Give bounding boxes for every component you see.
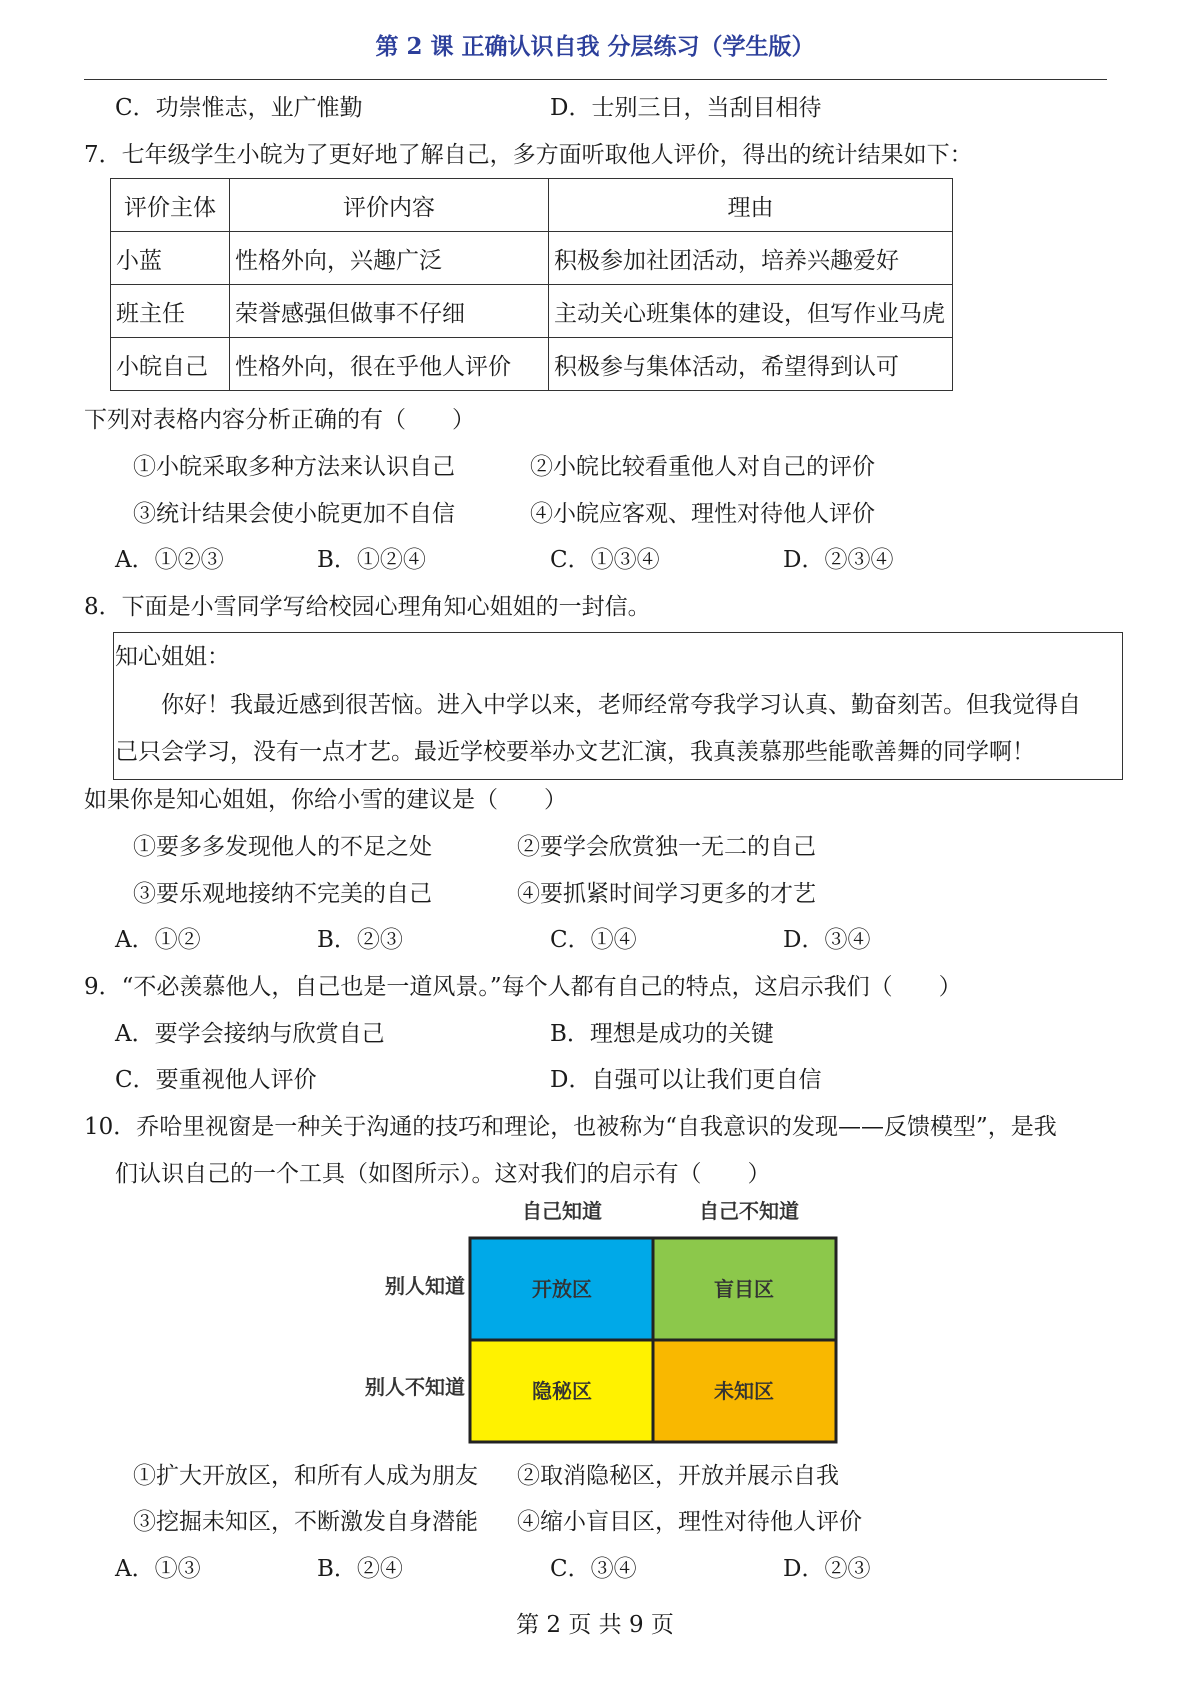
- table-row: [111, 285, 953, 338]
- q10-stem-line-1: 10．乔哈里视窗是一种关于沟通的技巧和理论，也被称为“自我意识的发现——反馈模型”，是我: [84, 1114, 1057, 1140]
- row-header-others-unknown: 别人不知道: [365, 1377, 465, 1399]
- q7-stem: 7．七年级学生小皖为了更好地了解自己，多方面听取他人评价，得出的统计结果如下：: [84, 142, 973, 168]
- q8-statement-2: ②要学会欣赏独一无二的自己: [517, 834, 816, 860]
- unknown-area-label: 未知区: [714, 1381, 774, 1403]
- table-cell: 性格外向，很在乎他人评价: [230, 338, 549, 391]
- q10-statement-4: ④缩小盲目区，理性对待他人评价: [517, 1509, 862, 1535]
- letter-line-2: 己只会学习，没有一点才艺。最近学校要举办文艺汇演，我真羡慕那些能歌善舞的同学啊！: [115, 739, 1035, 765]
- q7-statement-2: ②小皖比较看重他人对自己的评价: [530, 454, 875, 480]
- table-cell: 性格外向，兴趣广泛: [230, 232, 549, 285]
- letter-line-1: 你好！我最近感到很苦恼。进入中学以来，老师经常夸我学习认真、勤奋刻苦。但我觉得自: [161, 692, 1081, 718]
- q10-option-c: C．③④: [550, 1556, 637, 1582]
- q8-option-d: D．③④: [783, 927, 871, 953]
- row-header-others-know: 别人知道: [385, 1276, 465, 1298]
- q7-statement-3: ③统计结果会使小皖更加不自信: [133, 501, 455, 527]
- q9-option-d: D．自强可以让我们更自信: [550, 1067, 822, 1093]
- hidden-area-label: 隐秘区: [532, 1381, 592, 1403]
- table-cell: 主动关心班集体的建设，但写作业马虎: [549, 285, 953, 338]
- q8-statement-3: ③要乐观地接纳不完美的自己: [133, 881, 432, 907]
- q7-option-b: B．①②④: [317, 547, 426, 573]
- table-header-row: [111, 179, 953, 232]
- table-row: [111, 338, 953, 391]
- open-area-label: 开放区: [532, 1279, 592, 1301]
- col-header-self-unknown: 自己不知道: [699, 1201, 799, 1223]
- evaluation-table: [110, 178, 953, 391]
- blind-area-label: 盲目区: [714, 1279, 774, 1301]
- header-divider: [84, 79, 1107, 80]
- table-cell: 小蓝: [111, 232, 230, 285]
- q10-option-a: A．①③: [115, 1556, 201, 1582]
- q8-question: 如果你是知心姐姐，你给小雪的建议是（ ）: [84, 787, 567, 813]
- q10-option-d: D．②③: [783, 1556, 871, 1582]
- q9-option-a: A．要学会接纳与欣赏自己: [115, 1021, 385, 1047]
- letter-salutation: 知心姐姐：: [115, 644, 230, 670]
- table-header-cell: 评价主体: [111, 179, 230, 232]
- table-cell: 荣誉感强但做事不仔细: [230, 285, 549, 338]
- q8-statement-1: ①要多多发现他人的不足之处: [133, 834, 432, 860]
- q10-statement-3: ③挖掘未知区，不断激发自身潜能: [133, 1509, 478, 1535]
- q6-option-c: C．功崇惟志，业广惟勤: [115, 95, 363, 121]
- page-header-title: 第 2 课 正确认识自我 分层练习（学生版）: [375, 33, 815, 60]
- q7-option-a: A．①②③: [115, 547, 224, 573]
- table-cell: 积极参与集体活动，希望得到认可: [549, 338, 953, 391]
- q10-stem-line-2: 们认识自己的一个工具（如图所示）。这对我们的启示有（ ）: [115, 1161, 771, 1187]
- q9-option-b: B．理想是成功的关键: [550, 1021, 774, 1047]
- q10-statement-2: ②取消隐秘区，开放并展示自我: [517, 1463, 839, 1489]
- q7-option-d: D．②③④: [783, 547, 894, 573]
- table-row: [111, 232, 953, 285]
- q7-question: 下列对表格内容分析正确的有（ ）: [84, 407, 475, 433]
- q8-statement-4: ④要抓紧时间学习更多的才艺: [517, 881, 816, 907]
- page-footer: 第 2 页 共 9 页: [516, 1612, 674, 1638]
- table-cell: 积极参加社团活动，培养兴趣爱好: [549, 232, 953, 285]
- table-cell: 小皖自己: [111, 338, 230, 391]
- col-header-self-known: 自己知道: [522, 1201, 602, 1223]
- q7-statement-4: ④小皖应客观、理性对待他人评价: [530, 501, 875, 527]
- q6-option-d: D．士别三日，当刮目相待: [550, 95, 822, 121]
- q9-option-c: C．要重视他人评价: [115, 1067, 317, 1093]
- table-header-cell: 评价内容: [230, 179, 549, 232]
- q7-statement-1: ①小皖采取多种方法来认识自己: [133, 454, 455, 480]
- q8-option-b: B．②③: [317, 927, 403, 953]
- q8-option-a: A．①②: [115, 927, 201, 953]
- q8-stem: 8．下面是小雪同学写给校园心理角知心姐姐的一封信。: [84, 594, 651, 620]
- table-header-cell: 理由: [549, 179, 953, 232]
- q10-statement-1: ①扩大开放区，和所有人成为朋友: [133, 1463, 478, 1489]
- q7-option-c: C．①③④: [550, 547, 660, 573]
- q9-stem: 9．“不必羡慕他人，自己也是一道风景。”每个人都有自己的特点，这启示我们（ ）: [84, 974, 962, 1000]
- table-cell: 班主任: [111, 285, 230, 338]
- johari-window-diagram: [340, 1196, 850, 1446]
- q8-option-c: C．①④: [550, 927, 637, 953]
- q10-option-b: B．②④: [317, 1556, 403, 1582]
